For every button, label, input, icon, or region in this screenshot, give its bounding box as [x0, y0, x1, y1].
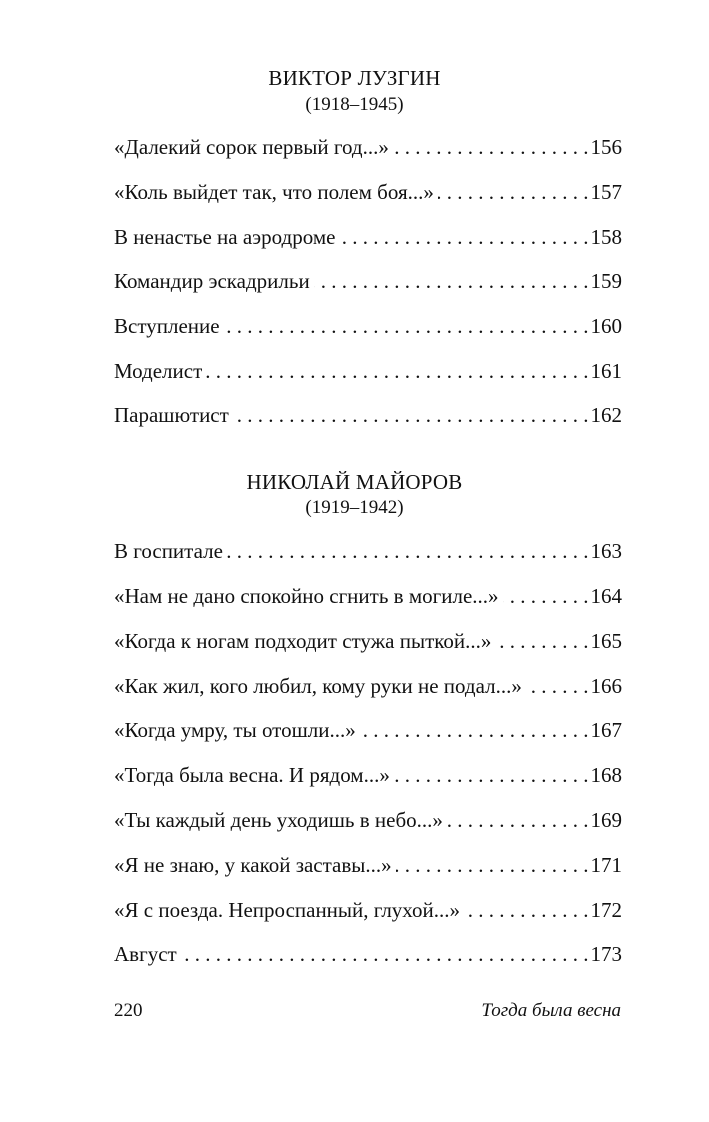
toc-leader-dots — [438, 180, 589, 205]
toc-entry — [114, 359, 622, 387]
toc-entry-title: «Когда умру, ты отошли...» — [114, 718, 356, 742]
toc-entry-title: Командир эскадрильи — [114, 269, 310, 293]
toc-entry — [114, 539, 622, 567]
toc-entry — [114, 674, 622, 702]
toc-entry-page: 162 — [590, 403, 622, 427]
toc-entry — [114, 763, 622, 791]
toc-leader-dots — [206, 359, 588, 384]
toc-leader-dots — [503, 584, 589, 609]
toc-entry-page: 159 — [590, 269, 622, 293]
section-author-heading: ВИКТОР ЛУЗГИН — [268, 66, 441, 90]
toc-entry-page: 161 — [590, 359, 622, 383]
toc-leader-dots — [396, 853, 589, 878]
toc-leader-dots — [181, 942, 589, 967]
section-author-heading: НИКОЛАЙ МАЙОРОВ — [246, 470, 463, 494]
toc-entry-page: 169 — [590, 808, 622, 832]
toc-leader-dots — [464, 898, 589, 923]
toc-entry-page: 163 — [590, 539, 622, 563]
toc-entry-title: «Ты каждый день уходишь в небо...» — [114, 808, 443, 832]
toc-entry-title: Парашютист — [114, 403, 229, 427]
toc-entry-title: «Я не знаю, у какой заставы...» — [114, 853, 392, 877]
toc-entry — [114, 314, 622, 342]
toc-entry-page: 160 — [590, 314, 622, 338]
toc-leader-dots — [360, 718, 589, 743]
toc-entry — [114, 853, 622, 881]
toc-entry-title: Август — [114, 942, 177, 966]
toc-entry — [114, 403, 622, 431]
toc-entry-title: «Как жил, кого любил, кому руки не подал...» — [114, 674, 522, 698]
toc-entry — [114, 225, 622, 253]
toc-entry — [114, 135, 622, 163]
toc-entry-page: 168 — [590, 763, 622, 787]
toc-entry — [114, 942, 622, 970]
toc-leader-dots — [314, 269, 589, 294]
toc-leader-dots — [233, 403, 589, 428]
toc-entry-page: 166 — [590, 674, 622, 698]
toc-entry-title: Вступление — [114, 314, 220, 338]
toc-leader-dots — [224, 314, 589, 339]
toc-leader-dots — [447, 808, 589, 833]
toc-entry-title: В ненастье на аэродроме — [114, 225, 336, 249]
toc-entry-title: «Тогда была весна. И рядом...» — [114, 763, 390, 787]
toc-leader-dots — [394, 763, 589, 788]
toc-leader-dots — [393, 135, 589, 160]
toc-entry — [114, 808, 622, 836]
toc-entry-page: 172 — [590, 898, 622, 922]
toc-leader-dots — [495, 629, 588, 654]
toc-entry-title: «Когда к ногам подходит стужа пыткой...» — [114, 629, 492, 653]
toc-entry-page: 158 — [590, 225, 622, 249]
toc-entry — [114, 898, 622, 926]
toc-leader-dots — [339, 225, 588, 250]
toc-entry — [114, 718, 622, 746]
running-footer-book-title: Тогда была весна — [481, 1000, 621, 1021]
toc-entry-title: «Далекий сорок первый год...» — [114, 135, 389, 159]
toc-entry-page: 156 — [590, 135, 622, 159]
toc-entry-title: «Нам не дано спокойно сгнить в могиле...» — [114, 584, 499, 608]
toc-leader-dots — [227, 539, 589, 564]
toc-leader-dots — [526, 674, 589, 699]
toc-entry — [114, 629, 622, 657]
toc-entry-title: «Коль выйдет так, что полем боя...» — [114, 180, 434, 204]
toc-entry-title: В госпитале — [114, 539, 223, 563]
toc-entry-page: 165 — [590, 629, 622, 653]
toc-entry — [114, 180, 622, 208]
section-author-dates: (1918–1945) — [305, 94, 404, 115]
toc-entry-title: «Я с поезда. Непроспанный, глухой...» — [114, 898, 460, 922]
toc-entry-page: 173 — [590, 942, 622, 966]
toc-entry-page: 164 — [590, 584, 622, 608]
page-number: 220 — [114, 1000, 143, 1021]
toc-entry — [114, 584, 622, 612]
toc-entry-page: 157 — [590, 180, 622, 204]
toc-entry — [114, 269, 622, 297]
section-author-dates: (1919–1942) — [305, 497, 404, 518]
toc-entry-page: 171 — [590, 853, 622, 877]
toc-entry-title: Моделист — [114, 359, 203, 383]
toc-entry-page: 167 — [590, 718, 622, 742]
